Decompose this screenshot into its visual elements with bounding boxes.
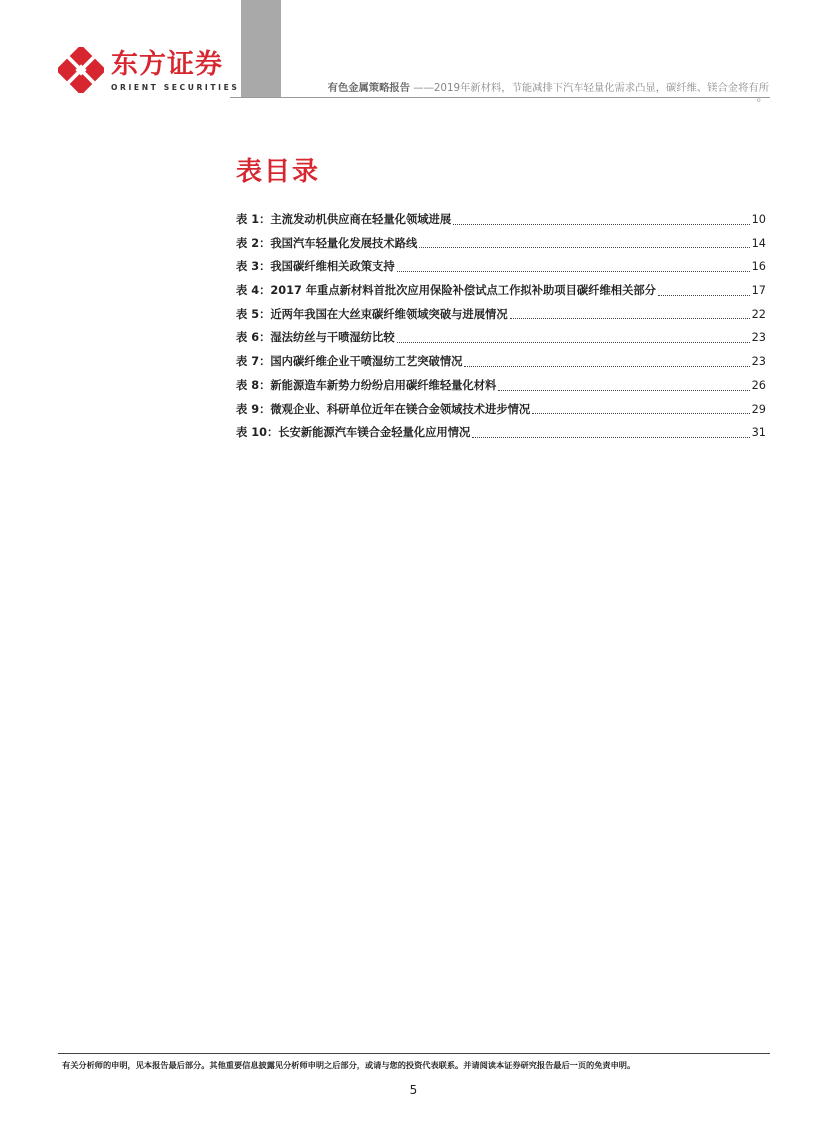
toc-item[interactable] bbox=[236, 353, 766, 377]
toc-item[interactable] bbox=[236, 235, 766, 259]
toc-leader-dots bbox=[453, 223, 749, 225]
toc-item[interactable] bbox=[236, 282, 766, 306]
toc-item-label: 表 10：长安新能源汽车镁合金轻量化应用情况 bbox=[236, 426, 471, 440]
toc-leader-dots bbox=[472, 436, 749, 438]
toc-item-page: 29 bbox=[751, 402, 766, 416]
toc-item-label: 表 5：近两年我国在大丝束碳纤维领域突破与进展情况 bbox=[236, 307, 508, 321]
toc-item-page: 16 bbox=[751, 260, 766, 274]
toc-item-page: 23 bbox=[751, 331, 766, 345]
toc-leader-dots bbox=[658, 294, 750, 296]
toc-item-label: 表 2：我国汽车轻量化发展技术路线 bbox=[236, 236, 418, 250]
page-number: 5 bbox=[409, 1083, 418, 1097]
footer-disclaimer: 有关分析师的申明，见本报告最后部分。其他重要信息披露见分析师申明之后部分，或请与您的投资代表联系。并请阅读本证券研究报告最后一页的免责申明。 bbox=[62, 1060, 636, 1070]
toc-item-page: 31 bbox=[751, 426, 766, 440]
toc-item-label: 表 9：微观企业、科研单位近年在镁合金领域技术进步情况 bbox=[236, 402, 531, 416]
toc-item[interactable] bbox=[236, 329, 766, 353]
logo-chinese-name: 东方证券 bbox=[111, 49, 223, 80]
toc-item[interactable] bbox=[236, 424, 766, 448]
orient-securities-logo-icon bbox=[58, 47, 104, 93]
report-subtitle: ——2019年新材料，节能减排下汽车轻量化需求凸显，碳纤维、镁合金将有所 bbox=[413, 82, 769, 94]
toc-leader-dots bbox=[498, 389, 749, 391]
toc-item-label: 表 4：2017 年重点新材料首批次应用保险补偿试点工作拟补助项目碳纤维相关部分 bbox=[236, 284, 656, 298]
toc-leader-dots bbox=[510, 317, 750, 319]
toc-item-label: 表 7：国内碳纤维企业干喷湿纺工艺突破情况 bbox=[236, 355, 463, 369]
toc-leader-dots bbox=[419, 246, 749, 248]
toc-item-label: 表 8：新能源造车新势力纷纷启用碳纤维轻量化材料 bbox=[236, 378, 497, 392]
toc-item[interactable] bbox=[236, 401, 766, 425]
toc-leader-dots bbox=[397, 270, 750, 272]
toc-item[interactable] bbox=[236, 211, 766, 235]
toc-item[interactable] bbox=[236, 306, 766, 330]
toc-item-page: 10 bbox=[751, 213, 766, 226]
footer-divider bbox=[58, 1053, 770, 1054]
table-of-contents-list bbox=[236, 211, 766, 448]
report-header-title bbox=[328, 82, 769, 94]
toc-item-label: 表 6：湿法纺丝与干喷湿纺比较 bbox=[236, 331, 395, 345]
toc-leader-dots bbox=[397, 341, 750, 343]
toc-item-label: 表 1：主流发动机供应商在轻量化领域进展 bbox=[236, 213, 452, 226]
toc-item[interactable] bbox=[236, 258, 766, 282]
toc-item-label: 表 3：我国碳纤维相关政策支持 bbox=[236, 260, 395, 274]
toc-item-page: 14 bbox=[751, 236, 766, 250]
toc-leader-dots bbox=[532, 412, 749, 414]
toc-item-page: 26 bbox=[751, 378, 766, 392]
report-subtitle-tail: o bbox=[757, 97, 761, 104]
toc-leader-dots bbox=[464, 365, 749, 367]
toc-item[interactable] bbox=[236, 377, 766, 401]
toc-item-page: 22 bbox=[751, 307, 766, 321]
toc-item-page: 23 bbox=[751, 355, 766, 369]
report-type: 有色金属策略报告 bbox=[327, 82, 410, 94]
header-gray-tab bbox=[241, 0, 281, 97]
logo-english-name: ORIENT SECURITIES bbox=[111, 83, 240, 92]
page-header bbox=[0, 0, 827, 110]
toc-title: 表目录 bbox=[236, 157, 321, 187]
toc-item-page: 17 bbox=[751, 284, 766, 298]
header-divider bbox=[230, 97, 770, 98]
